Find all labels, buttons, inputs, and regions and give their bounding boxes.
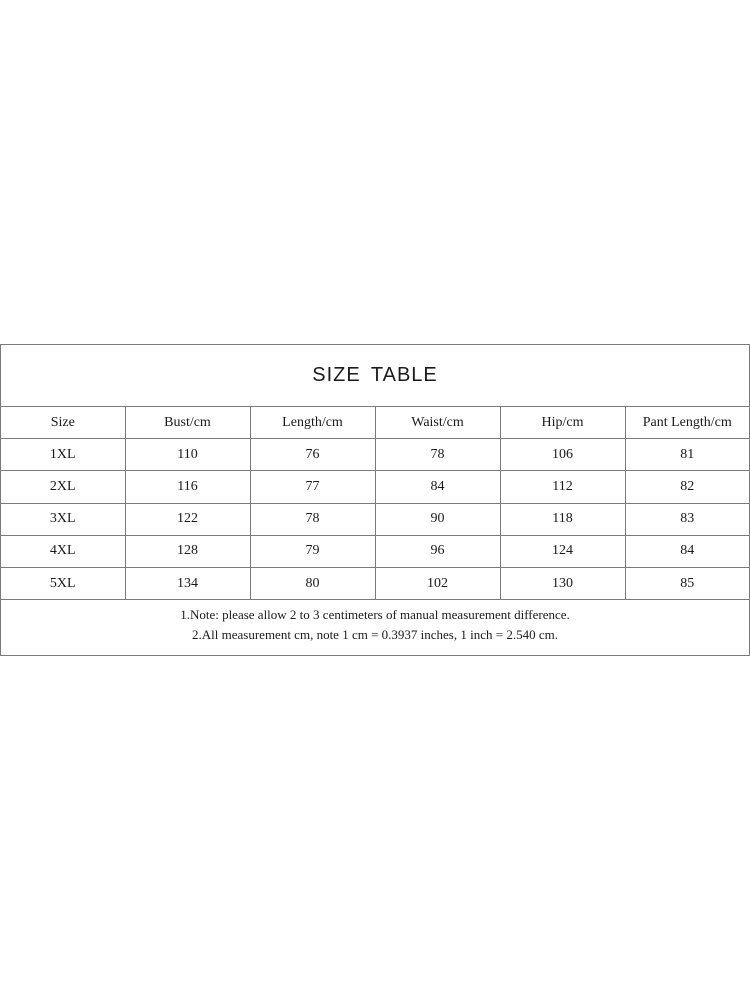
table-cell: 79 [250,535,375,567]
table-cell: 90 [375,503,500,535]
table-cell: 82 [625,471,749,503]
header-length: Length/cm [250,407,375,439]
table-cell: 116 [125,471,250,503]
table-cell: 96 [375,535,500,567]
table-cell: 5XL [1,567,125,599]
table-row [1,439,749,471]
table-cell: 80 [250,567,375,599]
table-cell: 84 [625,535,749,567]
table-cell: 130 [500,567,625,599]
table-cell: 112 [500,471,625,503]
table-row [1,503,749,535]
table-cell: 78 [250,503,375,535]
size-chart [0,344,750,656]
table-cell: 102 [375,567,500,599]
header-pant-length: Pant Length/cm [625,407,749,439]
chart-title: SIZE TABLE [1,345,749,407]
table-cell: 122 [125,503,250,535]
table-cell: 124 [500,535,625,567]
table-cell: 84 [375,471,500,503]
table-cell: 2XL [1,471,125,503]
table-cell: 118 [500,503,625,535]
table-cell: 83 [625,503,749,535]
table-cell: 85 [625,567,749,599]
notes [1,595,749,655]
size-table [1,407,749,600]
table-cell: 77 [250,471,375,503]
header-hip: Hip/cm [500,407,625,439]
note-line: 2.All measurement cm, note 1 cm = 0.3937 inches, 1 inch = 2.540 cm. [192,627,558,642]
note-line: 1.Note: please allow 2 to 3 centimeters of manual measurement difference. [180,607,570,622]
header-bust: Bust/cm [125,407,250,439]
header-waist: Waist/cm [375,407,500,439]
table-cell: 1XL [1,439,125,471]
table-cell: 110 [125,439,250,471]
table-cell: 81 [625,439,749,471]
table-row [1,535,749,567]
table-cell: 76 [250,439,375,471]
table-row [1,471,749,503]
table-cell: 3XL [1,503,125,535]
header-size: Size [1,407,125,439]
table-cell: 128 [125,535,250,567]
table-cell: 4XL [1,535,125,567]
table-cell: 106 [500,439,625,471]
table-cell: 134 [125,567,250,599]
header-row [1,407,749,439]
table-cell: 78 [375,439,500,471]
